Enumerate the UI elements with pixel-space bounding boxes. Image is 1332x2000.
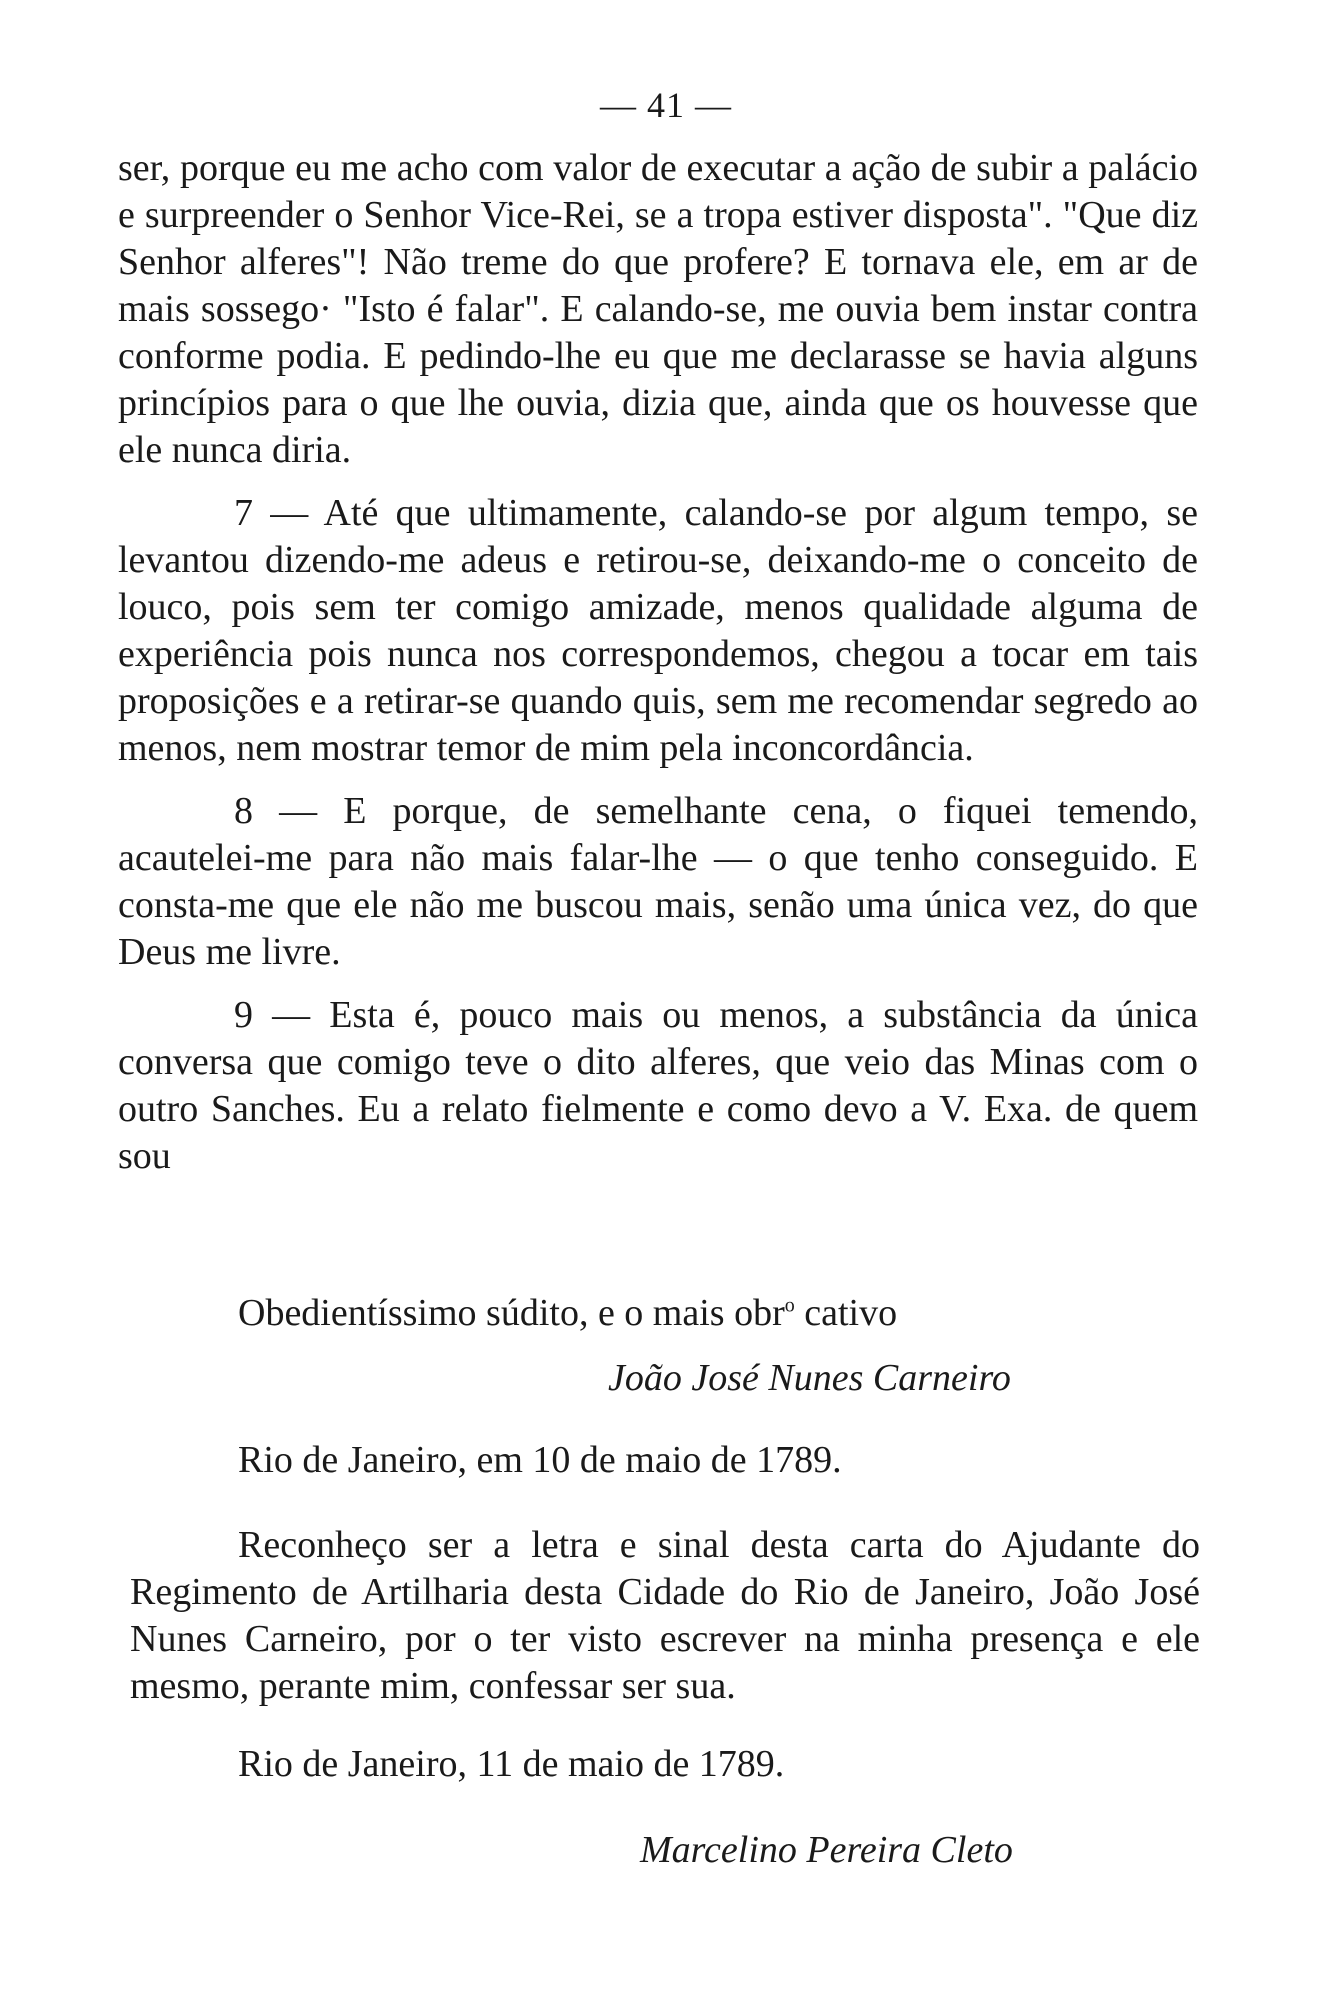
letter-body (118, 145, 1198, 1180)
closing-text-end: cativo (794, 1292, 898, 1334)
recognition-paragraph: Reconheço ser a letra e sinal desta carta do Ajudante do Regimento de Artilharia desta Cidade do Rio de Janeiro, João José Nunes Carneiro, por o ter visto escrever na minha presença e ele mesmo, perante mim, confessar ser sua. (130, 1524, 1200, 1707)
paragraph-7: 7 — Até que ultimamente, calando-se por algum tempo, se levantou dizendo-me adeus e retirou-se, deixando-me o conceito de louco, pois sem ter comigo amizade, menos qualidade alguma de experiência pois nunca nos correspondemos, chegou a tocar em tais proposições e a retirar-se quando quis, sem me recomendar segredo ao menos, nem mostrar temor de mim pela inconcordância. (118, 492, 1198, 769)
date-line-second: Rio de Janeiro, 11 de maio de 1789. (238, 1743, 785, 1785)
date-line-first: Rio de Janeiro, em 10 de maio de 1789. (238, 1439, 842, 1481)
paragraph-9: 9 — Esta é, pouco mais ou menos, a substância da única conversa que comigo teve o dito alferes, que veio das Minas com o outro Sanches. Eu a relato fielmente e como devo a V. Exa. de quem sou (118, 994, 1198, 1177)
signature-cleto: Marcelino Pereira Cleto (640, 1829, 1013, 1871)
closing-text: Obedientíssimo súdito, e o mais obr (238, 1292, 785, 1334)
page-number: — 41 — (600, 85, 732, 125)
closing-superscript: o (784, 1294, 795, 1317)
signature-carneiro: João José Nunes Carneiro (608, 1357, 1011, 1399)
paragraph-8: 8 — E porque, de semelhante cena, o fiquei temendo, acautelei-me para não mais falar-lhe — o que tenho conseguido. E consta-me que ele não me buscou mais, senão uma única vez, do que Deus me livre. (118, 790, 1198, 973)
paragraph-continuation: ser, porque eu me acho com valor de executar a ação de subir a palácio e surpreender o Senhor Vice-Rei, se a tropa estiver disposta". "Que diz Senhor alferes"! Não treme do que profere? E tornava ele, em ar de mais sossego· "Isto é falar". E calando-se, me ouvia bem instar contra conforme podia. E pedindo-lhe eu que me declarasse se havia alguns princípios para o que lhe ouvia, dizia que, ainda que os houvesse que ele nunca diria. (118, 147, 1198, 471)
closing-formula (238, 1290, 897, 1337)
